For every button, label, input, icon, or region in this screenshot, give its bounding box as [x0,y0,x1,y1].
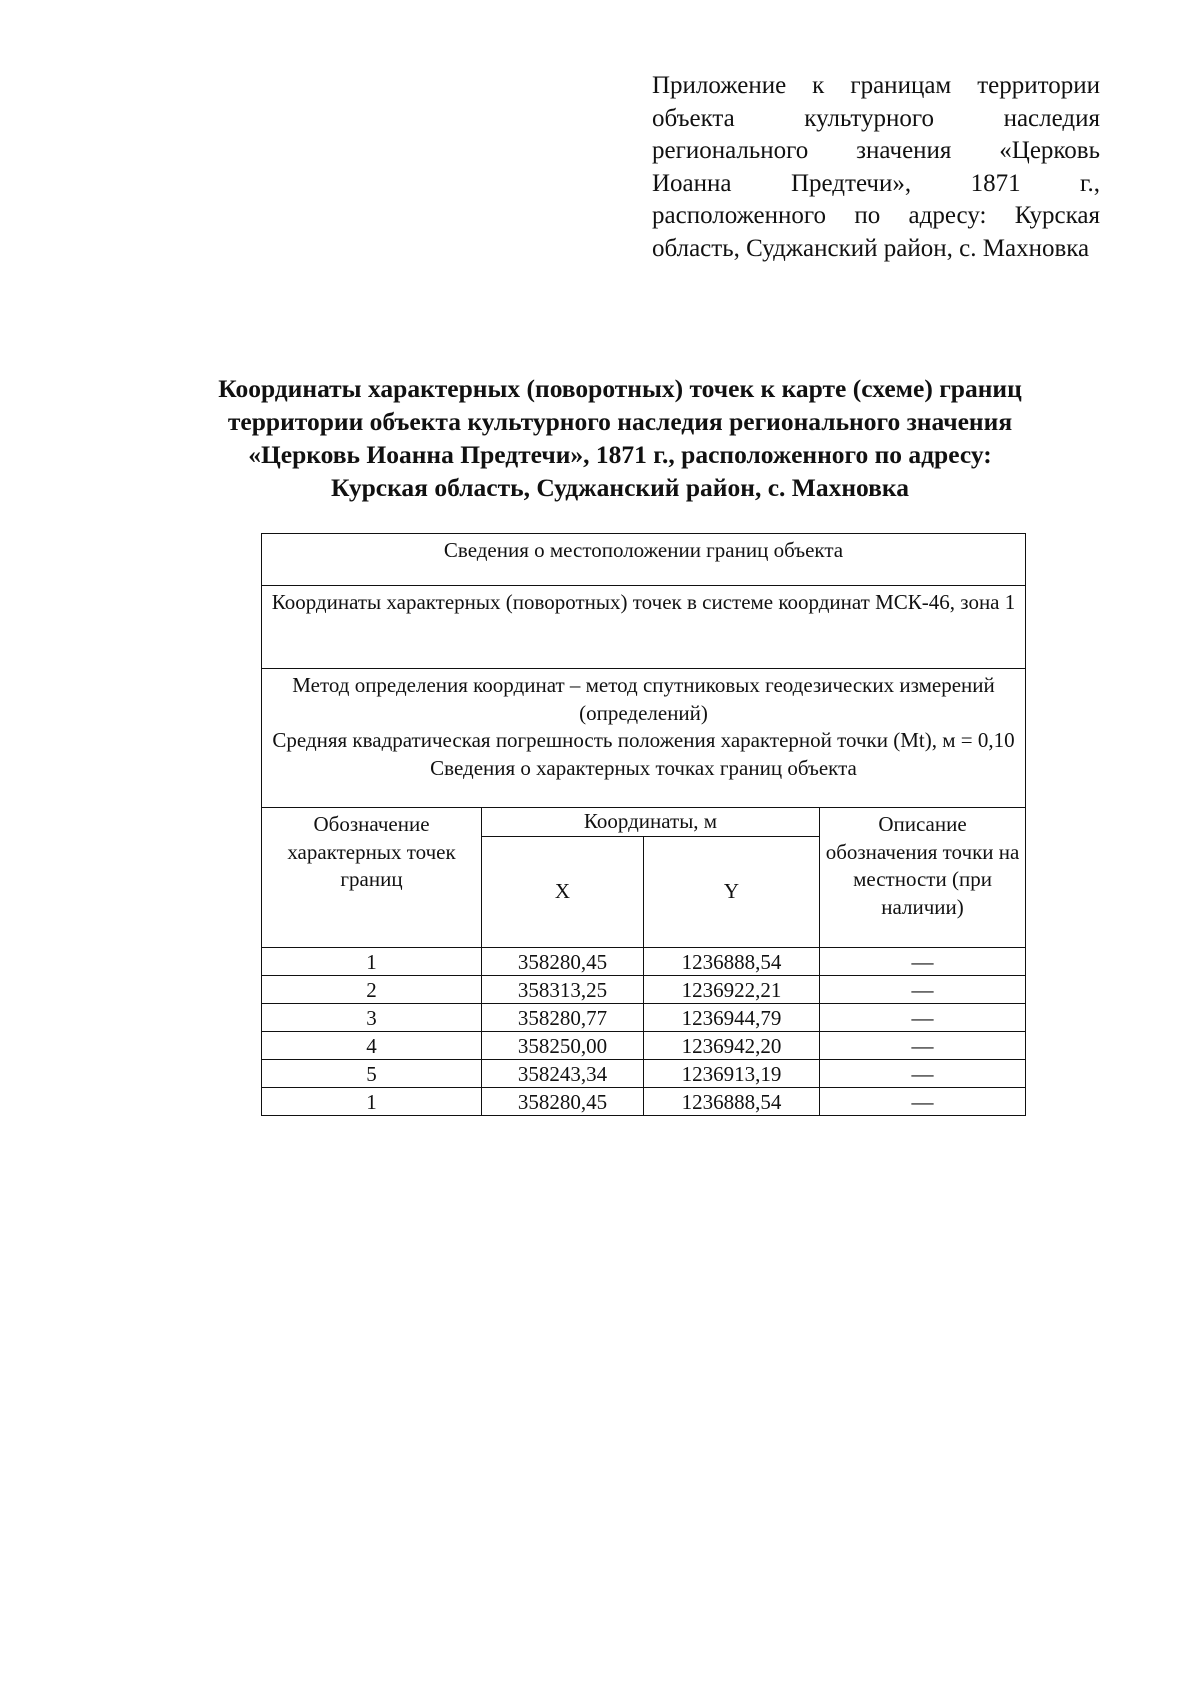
title-line: Координаты характерных (поворотных) точек к карте (схеме) границ [218,374,1022,403]
coordinates-table [261,533,1026,1116]
point-number: 4 [262,1032,482,1060]
x-value: 358280,45 [482,948,644,976]
method-line: Метод определения координат – метод спутниковых геодезических измерений (определений) [292,673,995,725]
header-point-designation: Обозначение характерных точек границ [262,808,482,948]
table-row [262,1060,1026,1088]
accuracy-line: Средняя квадратическая погрешность положения характерной точки (Mt), м = 0,10 [272,728,1015,752]
title-line: «Церковь Иоанна Предтечи», 1871 г., расположенного по адресу: [248,440,992,469]
boundary-info-heading: Сведения о местоположении границ объекта [262,534,1026,586]
coordinate-system-info: Координаты характерных (поворотных) точек в системе координат МСК-46, зона 1 [262,586,1026,669]
table-row [262,976,1026,1004]
header-y: Y [644,837,820,948]
y-value: 1236942,20 [644,1032,820,1060]
title-line: территории объекта культурного наследия регионального значения [227,407,1013,436]
table-row [262,948,1026,976]
method-info [262,669,1026,808]
x-value: 358250,00 [482,1032,644,1060]
header-x: X [482,837,644,948]
header-description: Описание обозначения точки на местности (при наличии) [820,808,1026,948]
title-line: Курская область, Суджанский район, с. Махновка [331,473,909,502]
description-value: — [820,1088,1026,1116]
point-number: 3 [262,1004,482,1032]
x-value: 358280,45 [482,1088,644,1116]
description-value: — [820,1032,1026,1060]
appendix-note: Приложение к границам территории объекта культурного наследия регионального значения «Церковь Иоанна Предтечи», 1871 г., расположенного по адресу: Курская область, Суджанский район, с. Махновка [652,72,1100,262]
x-value: 358280,77 [482,1004,644,1032]
x-value: 358243,34 [482,1060,644,1088]
description-value: — [820,976,1026,1004]
table-row [262,1088,1026,1116]
description-value: — [820,1060,1026,1088]
point-number: 5 [262,1060,482,1088]
point-number: 1 [262,948,482,976]
point-number: 1 [262,1088,482,1116]
table-row [262,1032,1026,1060]
header-coordinates: Координаты, м [482,808,820,837]
y-value: 1236888,54 [644,1088,820,1116]
x-value: 358313,25 [482,976,644,1004]
table-row [262,1004,1026,1032]
y-value: 1236922,21 [644,976,820,1004]
point-number: 2 [262,976,482,1004]
description-value: — [820,1004,1026,1032]
y-value: 1236944,79 [644,1004,820,1032]
points-info-line: Сведения о характерных точках границ объекта [430,755,857,780]
y-value: 1236888,54 [644,948,820,976]
document-title [150,372,1090,504]
description-value: — [820,948,1026,976]
y-value: 1236913,19 [644,1060,820,1088]
